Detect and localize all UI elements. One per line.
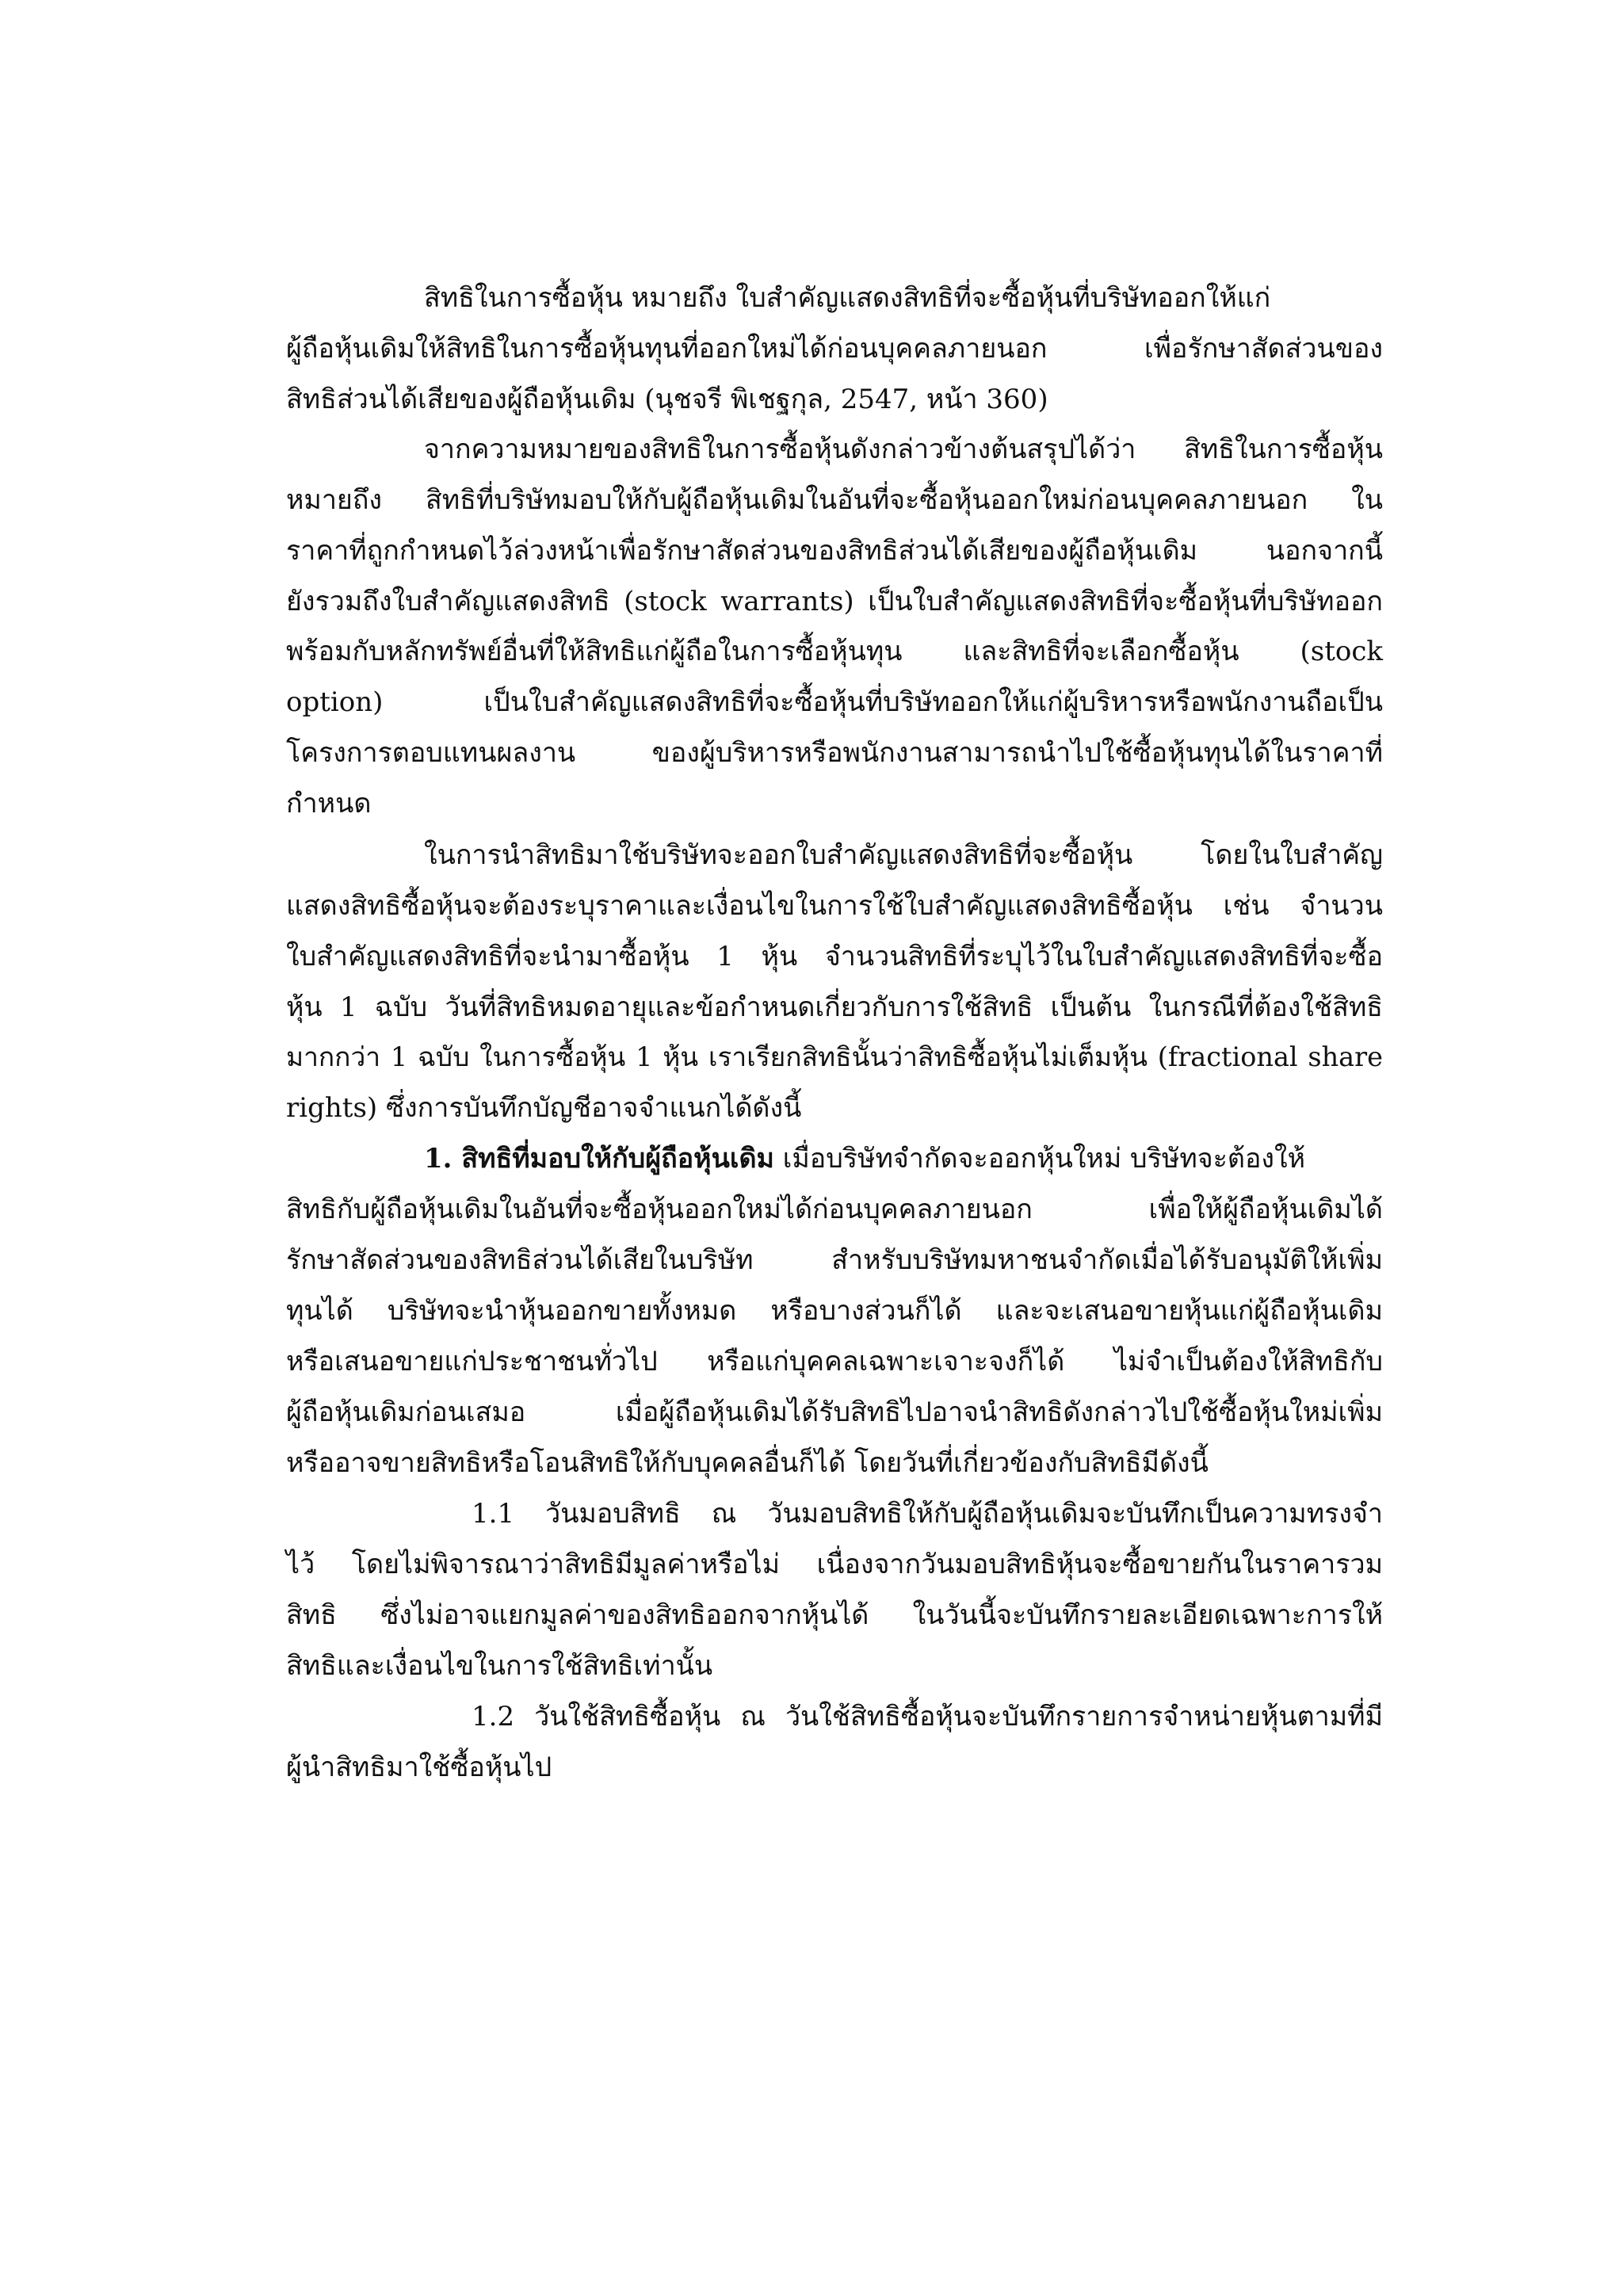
section-1-line-3: รักษาสัดส่วนของสิทธิส่วนได้เสียในบริษัท สำหรับบริษัทมหาชนจำกัดเมื่อได้รับอนุมัติให้เพิ่ม — [286, 1244, 1383, 1276]
subsection-1-2-line-1: 1.2 วันใช้สิทธิซื้อหุ้น ณ วันใช้สิทธิซื้อหุ้นจะบันทึกรายการจำหน่ายหุ้นตามที่มี — [472, 1701, 1383, 1733]
subsection-1-1-line-1: 1.1 วันมอบสิทธิ ณ วันมอบสิทธิให้กับผู้ถือหุ้นเดิมจะบันทึกเป็นความทรงจำ — [472, 1498, 1383, 1530]
paragraph-1-line-3: สิทธิส่วนได้เสียของผู้ถือหุ้นเดิม (นุชจรี พิเชฐกุล, 2547, หน้า 360) — [286, 384, 1048, 415]
paragraph-3-line-2: แสดงสิทธิซื้อหุ้นจะต้องระบุราคาและเงื่อนไขในการใช้ใบสำคัญแสดงสิทธิซื้อหุ้น เช่น จำนวน — [286, 890, 1383, 922]
section-1-intro: เมื่อบริษัทจำกัดจะออกหุ้นใหม่ บริษัทจะต้องให้ — [773, 1143, 1306, 1175]
section-1-line-5: หรือเสนอขายแก่ประชาชนทั่วไป หรือแก่บุคคลเฉพาะเจาะจงก็ได้ ไม่จำเป็นต้องให้สิทธิกับ — [286, 1346, 1383, 1377]
paragraph-2-line-7: โครงการตอบแทนผลงาน ของผู้บริหารหรือพนักงานสามารถนำไปใช้ซื้อหุ้นทุนได้ในราคาที่ — [286, 737, 1383, 769]
paragraph-3-line-3: ใบสำคัญแสดงสิทธิที่จะนำมาซื้อหุ้น 1 หุ้น จำนวนสิทธิที่ระบุไว้ในใบสำคัญแสดงสิทธิที่จะซื้อ — [286, 941, 1383, 972]
paragraph-2-line-5: พร้อมกับหลักทรัพย์อื่นที่ให้สิทธิแก่ผู้ถือในการซื้อหุ้นทุน และสิทธิที่จะเลือกซื้อหุ้น (stock — [286, 636, 1383, 667]
paragraph-2-line-8: กำหนด — [286, 788, 372, 819]
section-1-heading: 1. สิทธิที่มอบให้กับผู้ถือหุ้นเดิม — [424, 1143, 774, 1175]
subsection-1-1-line-2: ไว้ โดยไม่พิจารณาว่าสิทธิมีมูลค่าหรือไม่ เนื่องจากวันมอบสิทธิหุ้นจะซื้อขายกันในราคารวม — [286, 1549, 1383, 1580]
paragraph-2-line-2: หมายถึง สิทธิที่บริษัทมอบให้กับผู้ถือหุ้นเดิมในอันที่จะซื้อหุ้นออกใหม่ก่อนบุคคลภายนอก ใน — [286, 484, 1383, 516]
paragraph-3-line-4: หุ้น 1 ฉบับ วันที่สิทธิหมดอายุและข้อกำหนดเกี่ยวกับการใช้สิทธิ เป็นต้น ในกรณีที่ต้องใช้สิทธิ — [286, 991, 1383, 1023]
paragraph-2-line-1: จากความหมายของสิทธิในการซื้อหุ้นดังกล่าวข้างต้นสรุปได้ว่า สิทธิในการซื้อหุ้น — [424, 434, 1383, 465]
paragraph-3-line-6: rights) ซึ่งการบันทึกบัญชีอาจจำแนกได้ดังนี้ — [286, 1092, 802, 1124]
subsection-1-1-line-3: สิทธิ ซึ่งไม่อาจแยกมูลค่าของสิทธิออกจากหุ้นได้ ในวันนี้จะบันทึกรายละเอียดเฉพาะการให้ — [286, 1599, 1383, 1631]
paragraph-1-line-2: ผู้ถือหุ้นเดิมให้สิทธิในการซื้อหุ้นทุนที่ออกใหม่ได้ก่อนบุคคลภายนอก เพื่อรักษาสัดส่วนของ — [286, 333, 1383, 365]
paragraph-2-line-4: ยังรวมถึงใบสำคัญแสดงสิทธิ (stock warrants) เป็นใบสำคัญแสดงสิทธิที่จะซื้อหุ้นที่บริษัทออก — [286, 586, 1383, 617]
subsection-1-1-line-4: สิทธิและเงื่อนไขในการใช้สิทธิเท่านั้น — [286, 1650, 713, 1682]
subsection-1-2-line-2: ผู้นำสิทธิมาใช้ซื้อหุ้นไป — [286, 1752, 552, 1783]
section-1-first-line — [424, 1140, 1383, 1178]
section-1-line-7: หรืออาจขายสิทธิหรือโอนสิทธิให้กับบุคคลอื่นก็ได้ โดยวันที่เกี่ยวข้องกับสิทธิมีดังนี้ — [286, 1447, 1209, 1479]
section-1-line-4: ทุนได้ บริษัทจะนำหุ้นออกขายทั้งหมด หรือบางส่วนก็ได้ และจะเสนอขายหุ้นแก่ผู้ถือหุ้นเดิม — [286, 1295, 1383, 1327]
paragraph-3-line-5: มากกว่า 1 ฉบับ ในการซื้อหุ้น 1 หุ้น เราเรียกสิทธินั้นว่าสิทธิซื้อหุ้นไม่เต็มหุ้น (fractional share — [286, 1041, 1383, 1072]
paragraph-2-line-6: option) เป็นใบสำคัญแสดงสิทธิที่จะซื้อหุ้นที่บริษัทออกให้แก่ผู้บริหารหรือพนักงานถือเป็น — [286, 686, 1383, 718]
paragraph-1-line-1: สิทธิในการซื้อหุ้น หมายถึง ใบสำคัญแสดงสิทธิที่จะซื้อหุ้นที่บริษัทออกให้แก่ — [424, 282, 1271, 314]
section-1-line-6: ผู้ถือหุ้นเดิมก่อนเสมอ เมื่อผู้ถือหุ้นเดิมได้รับสิทธิไปอาจนำสิทธิดังกล่าวไปใช้ซื้อหุ้นใหม่เพิ่ม — [286, 1396, 1383, 1428]
paragraph-2-line-3: ราคาที่ถูกกำหนดไว้ล่วงหน้าเพื่อรักษาสัดส่วนของสิทธิส่วนได้เสียของผู้ถือหุ้นเดิม นอกจากนี้ — [286, 535, 1383, 567]
paragraph-3-line-1: ในการนำสิทธิมาใช้บริษัทจะออกใบสำคัญแสดงสิทธิที่จะซื้อหุ้น โดยในใบสำคัญ — [424, 839, 1383, 871]
section-1-line-2: สิทธิกับผู้ถือหุ้นเดิมในอันที่จะซื้อหุ้นออกใหม่ได้ก่อนบุคคลภายนอก เพื่อให้ผู้ถือหุ้นเดิมได้ — [286, 1194, 1383, 1225]
